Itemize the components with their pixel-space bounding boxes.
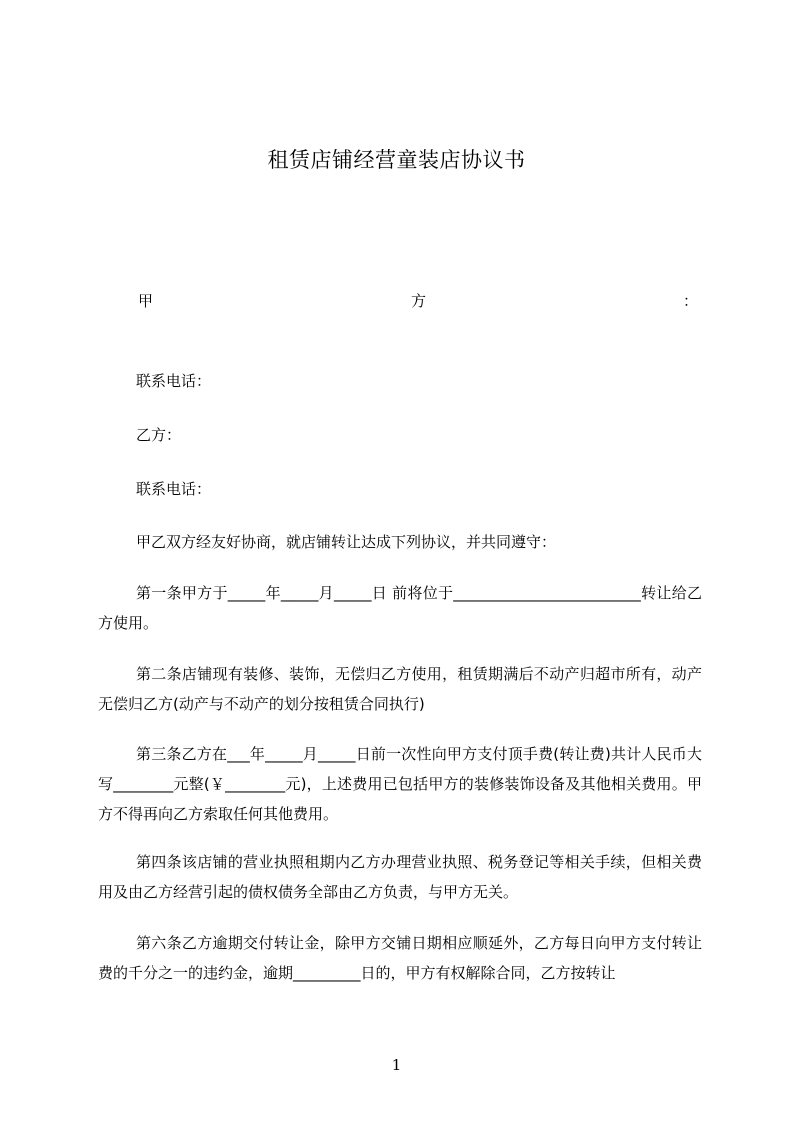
intro-paragraph: 甲乙双方经友好协商，就店铺转让达成下列协议，并共同遵守： [136, 533, 557, 551]
document-title: 租赁店铺经营童装店协议书 [267, 148, 526, 172]
article-6: 第六条乙方逾期交付转让金，除甲方交铺日期相应顺延外，乙方每日向甲方支付转让费的千分之一的违约金，逾期_________日的，甲方有权解除合同，乙方按转让 [98, 934, 702, 982]
article-1: 第一条甲方于_____年_____月_____日 前将位于_________________________转让给乙方使用。 [98, 584, 702, 632]
party-b: 乙方： [136, 426, 182, 444]
contact-a: 联系电话： [136, 372, 212, 390]
article-2: 第二条店铺现有装修、装饰，无偿归乙方使用，租赁期满后不动产归超市所有，动产无偿归乙方(动产与不动产的划分按租赁合同执行) [98, 665, 702, 713]
party-a-colon: ： [683, 292, 699, 310]
page-number: 1 [391, 1056, 402, 1074]
article-3: 第三条乙方在___年_____月_____日前一次性向甲方支付顶手费(转让费)共计人民币大写________元整(￥________元)，上述费用已包括甲方的装修装饰设备及其他相关费用。甲方不得再向乙方索取任何其他费用。 [98, 745, 702, 823]
party-a-char-2: 方 [411, 292, 427, 310]
party-a-line [138, 290, 699, 312]
contact-b: 联系电话： [136, 480, 212, 498]
party-a-char-1: 甲 [138, 292, 154, 310]
article-4: 第四条该店铺的营业执照租期内乙方办理营业执照、税务登记等相关手续，但相关费用及由乙方经营引起的债权债务全部由乙方负责，与甲方无关。 [98, 853, 702, 901]
